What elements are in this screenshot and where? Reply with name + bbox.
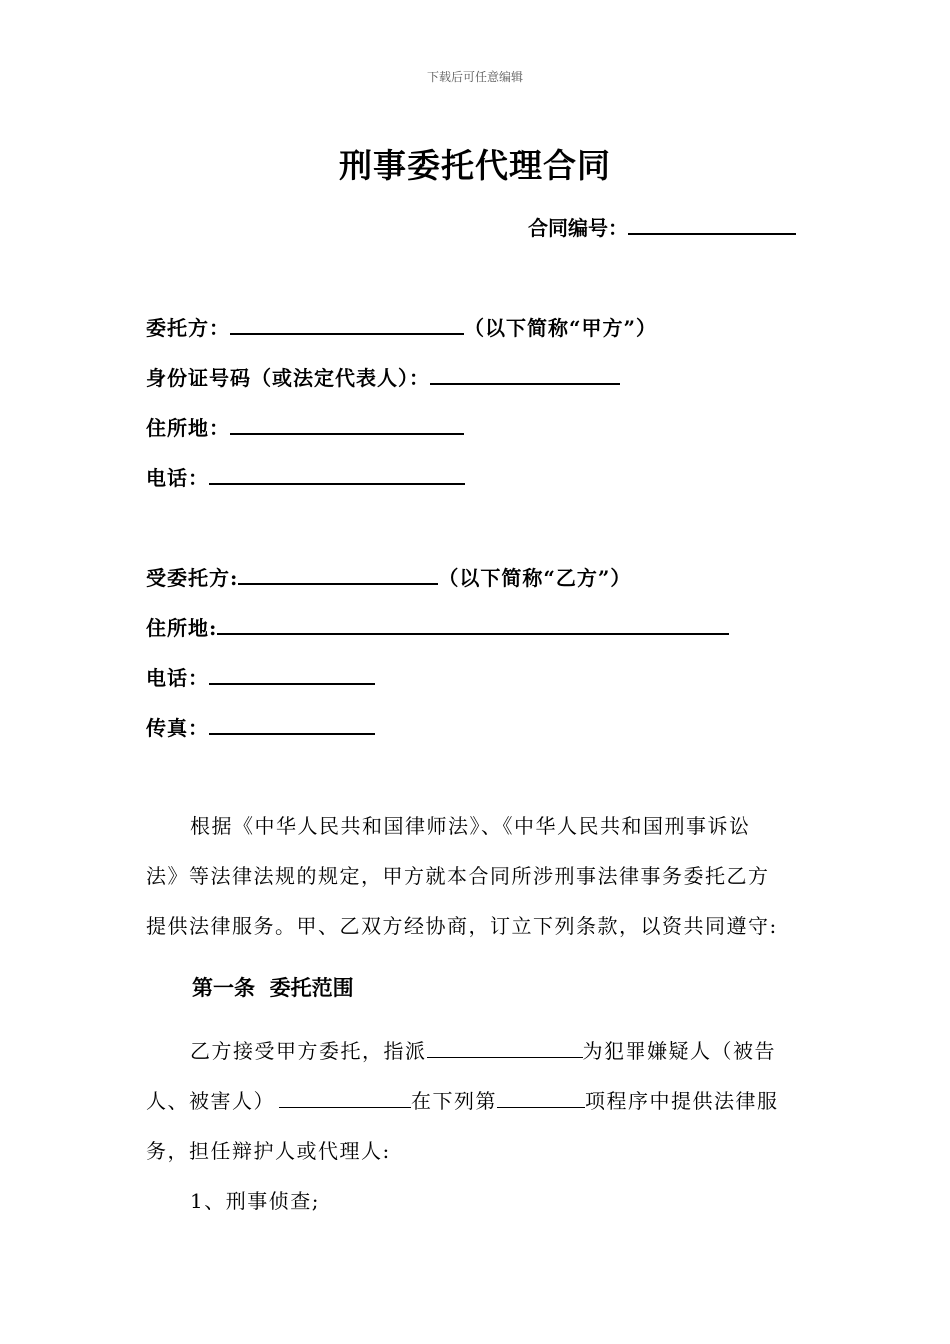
party-a-address-blank[interactable]	[230, 415, 464, 435]
contract-number-blank[interactable]	[628, 215, 796, 235]
lawyer-name-blank[interactable]	[427, 1039, 583, 1058]
article-1-item-1: 1、刑事侦查;	[190, 1189, 320, 1213]
party-a-row	[146, 312, 657, 341]
party-b-name-blank[interactable]	[238, 565, 438, 585]
party-a-name-blank[interactable]	[230, 315, 464, 335]
party-b-row	[146, 562, 631, 591]
party-b-phone-blank[interactable]	[209, 665, 375, 685]
header-note: 下载后可任意编辑	[426, 70, 523, 84]
article-1-line-2-b: 在下列第	[411, 1089, 497, 1113]
intro-line-3: 提供法律服务。甲、乙双方经协商，订立下列条款，以资共同遵守:	[146, 914, 778, 938]
article-1-line-2	[146, 1085, 779, 1114]
party-b-suffix: （以下简称“乙方”）	[438, 566, 632, 590]
article-1-line-2-a: 人、被害人）	[146, 1089, 275, 1113]
intro-line-2: 法》等法律法规的规定，甲方就本合同所涉刑事法律事务委托乙方	[146, 864, 770, 888]
party-a-suffix: （以下简称“甲方”）	[464, 316, 658, 340]
party-a-phone-blank[interactable]	[209, 465, 465, 485]
party-a-id-row	[146, 362, 620, 391]
party-a-id-label: 身份证号码（或法定代表人）：	[146, 366, 430, 390]
article-1-line-1-b: 为犯罪嫌疑人（被告	[582, 1039, 776, 1063]
procedure-number-blank[interactable]	[497, 1089, 585, 1108]
party-a-address-label: 住所地：	[146, 416, 230, 440]
intro-line-1: 根据《中华人民共和国律师法》、《中华人民共和国刑事诉讼	[190, 814, 751, 838]
article-1-line-1	[190, 1035, 776, 1064]
party-b-fax-label: 传真：	[146, 716, 209, 740]
article-1-line-3: 务，担任辩护人或代理人:	[146, 1139, 391, 1163]
party-b-label: 受委托方:	[146, 566, 239, 590]
party-b-phone-row	[146, 662, 375, 691]
article-1-line-1-a: 乙方接受甲方委托，指派	[190, 1039, 427, 1063]
party-b-address-row	[146, 612, 729, 641]
party-a-address-row	[146, 412, 464, 441]
party-a-phone-label: 电话：	[146, 466, 209, 490]
party-a-label: 委托方：	[146, 316, 230, 340]
document-title: 刑事委托代理合同	[339, 146, 611, 185]
contract-number-label: 合同编号：	[528, 216, 628, 240]
party-b-address-blank[interactable]	[217, 615, 729, 635]
party-b-address-label: 住所地:	[146, 616, 218, 640]
party-a-phone-row	[146, 462, 465, 491]
party-b-fax-row	[146, 712, 375, 741]
contract-number-row	[528, 212, 796, 241]
party-a-id-blank[interactable]	[430, 365, 620, 385]
article-1-heading: 第一条 委托范围	[192, 975, 354, 1000]
party-b-phone-label: 电话：	[146, 666, 209, 690]
party-name-blank[interactable]	[279, 1089, 411, 1108]
party-b-fax-blank[interactable]	[209, 715, 375, 735]
article-1-line-2-c: 项程序中提供法律服	[585, 1089, 779, 1113]
